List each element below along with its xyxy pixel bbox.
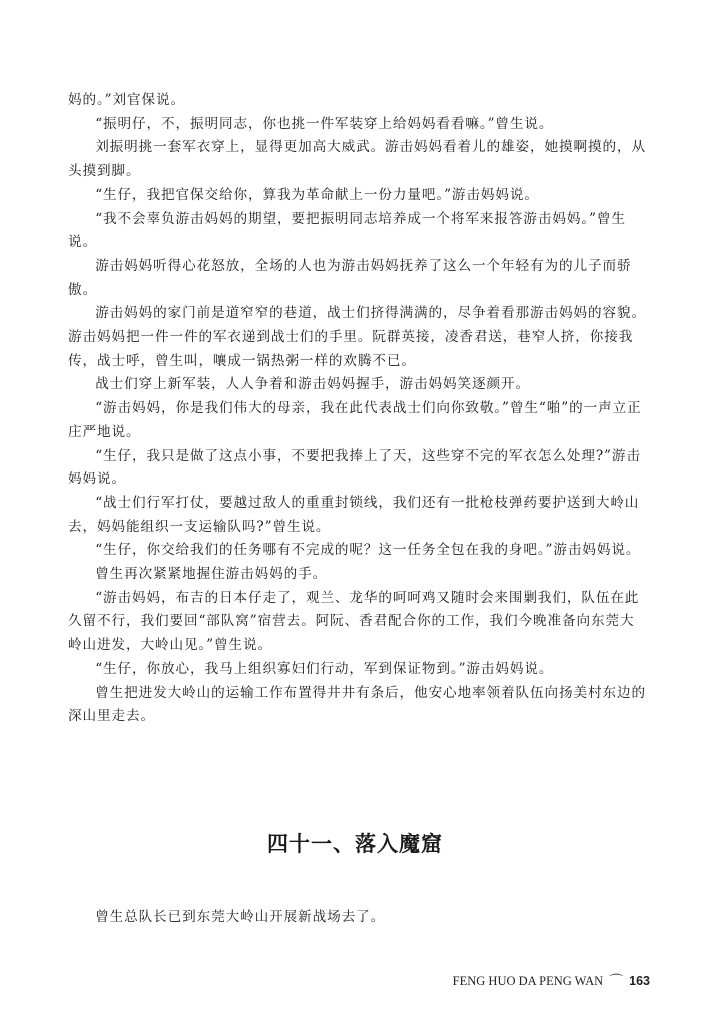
- page-footer: [453, 971, 650, 991]
- paragraph: “生仔，你交给我们的任务哪有不完成的呢？这一任务全包在我的身吧。”游击妈妈说。: [95, 542, 641, 559]
- paragraph: 游击妈妈听得心花怒放，全场的人也为游击妈妈抚养了这么一个年轻有为的儿子而骄傲。: [68, 257, 632, 298]
- page-number: 163: [629, 974, 650, 988]
- paragraph: “游击妈妈，你是我们伟大的母亲，我在此代表战士们向你致敬。”曾生“啪”的一声立正庄严地说。: [68, 400, 642, 440]
- footer-ornament-icon: ⌒: [609, 974, 624, 990]
- paragraph: “战士们行军打仗，要越过敌人的重重封锁线，我们还有一批枪枝弹药要护送到大岭山去，妈妈能组织一支运输队吗?”曾生说。: [68, 494, 640, 535]
- paragraph: 曾生再次紧紧地握住游击妈妈的手。: [95, 566, 328, 583]
- paragraph: “生仔，我把官保交给你，算我为革命献上一份力量吧。”游击妈妈说。: [95, 186, 539, 203]
- paragraph: “生仔，你放心，我马上组织寡妇们行动，军到保证物到。”游击妈妈说。: [95, 660, 554, 677]
- running-title: FENG HUO DA PENG WAN: [452, 973, 604, 988]
- paragraph: 刘振明挑一套军衣穿上，显得更加高大威武。游击妈妈看着儿的雄姿，她摸啊摸的，从头摸到脚。: [68, 139, 646, 180]
- paragraph: 战士们穿上新军装，人人争着和游击妈妈握手，游击妈妈笑逐颜开。: [95, 376, 530, 393]
- paragraph: “生仔，我只是做了这点小事，不要把我捧上了天，这些穿不完的军衣怎么处理?”游击妈妈说。: [68, 447, 641, 488]
- body-text: [68, 89, 648, 729]
- paragraph: “游击妈妈，布吉的日本仔走了，观兰、龙华的呵呵鸡又随时会来围剿我们，队伍在此久留不行，我们要回“部队窝”宿营去。阿阮、香君配合你的工作，我们今晚准备向东莞大岭山进发，大岭山见。”曾生说。: [68, 589, 640, 654]
- chapter-title: 四十一、落入魔窟: [267, 831, 443, 856]
- paragraph: 游击妈妈的家门前是道窄窄的巷道，战士们挤得满满的，尽争着看那游击妈妈的容貌。游击妈妈把一件一件的军衣递到战士们的手里。阮群英接，凌香君送，巷窄人挤，你接我传，战士呼，曾生叫，嚷成一锅热粥一样的欢腾不已。: [68, 305, 646, 369]
- paragraph: “振明仔，不，振明同志，你也挑一件军装穿上给妈妈看看嘛。”曾生说。: [95, 115, 554, 132]
- paragraph: 妈的。”刘官保说。: [68, 92, 185, 108]
- paragraph: 曾生把进发大岭山的运输工作布置得井井有条后，他安心地率领着队伍向扬美村东边的深山里走去。: [68, 684, 646, 725]
- chapter-first-paragraph: 曾生总队长已到东莞大岭山开展新战场去了。: [95, 909, 386, 925]
- paragraph: “我不会辜负游击妈妈的期望，要把振明同志培养成一个将军来报答游击妈妈。”曾生说。: [68, 210, 626, 251]
